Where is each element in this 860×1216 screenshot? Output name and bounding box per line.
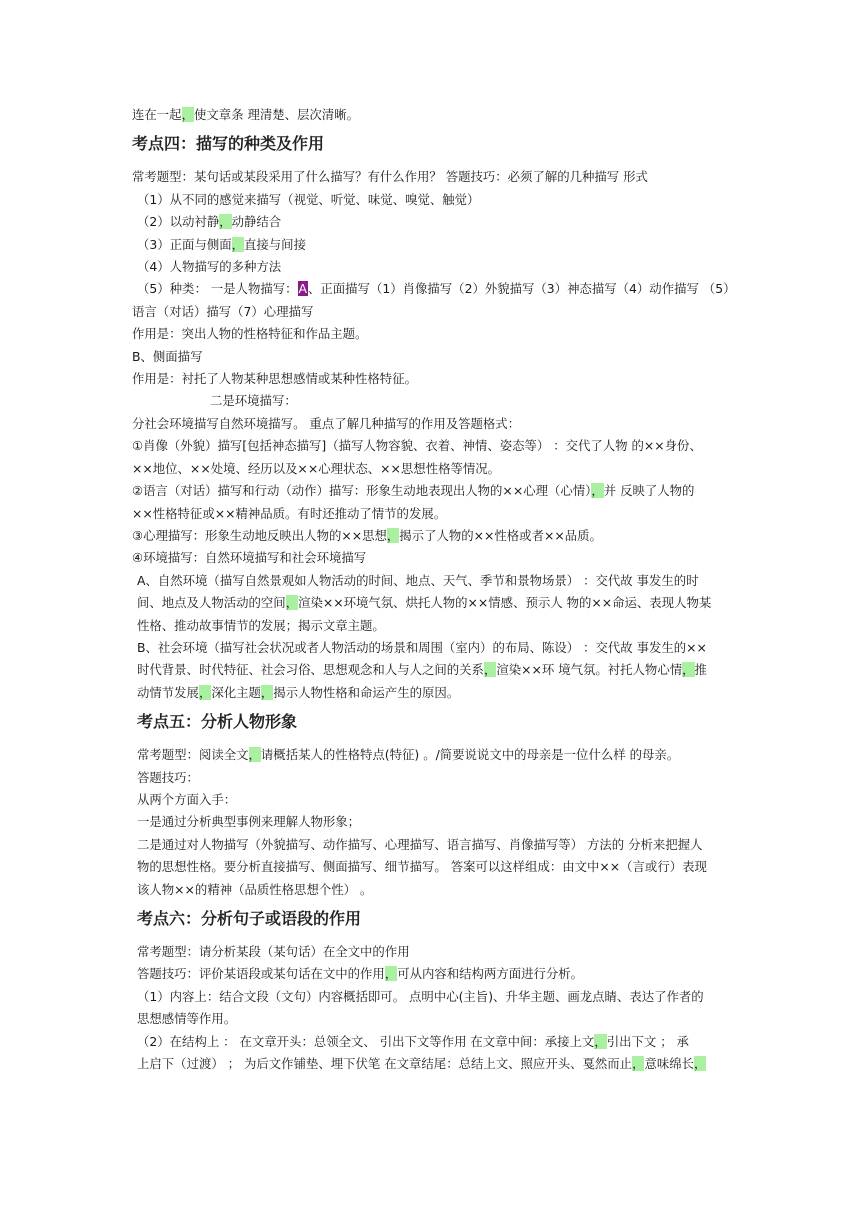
text-line: A、自然环境（描写自然景观如人物活动的时间、地点、天气、季节和景物场景） ：交代故 事发生的时: [137, 572, 699, 588]
section-heading-5: 考点五：分析人物形象: [137, 712, 298, 732]
highlight-mark-purple: A: [298, 281, 307, 297]
text-line: B、侧面描写: [132, 348, 203, 364]
text-line: （1）从不同的感觉来描写（视觉、听觉、味觉、嗅觉、触觉）: [137, 191, 480, 207]
text-line: 常考题型：某句话或某段采用了什么描写？有什么作用？ 答题技巧：必须了解的几种描写 形式: [132, 169, 648, 185]
text-line: （3）正面与侧面，直接与间接: [137, 236, 306, 252]
highlight-mark: ，: [181, 107, 194, 122]
text-line: 二是环境描写：: [210, 393, 297, 409]
highlight-mark: ，: [682, 662, 695, 678]
section-heading-4: 考点四：描写的种类及作用: [132, 134, 325, 154]
text-line: ①肖像（外貌）描写[包括神态描写]（描写人物容貌、衣着、神情、姿态等） ：交代了人物 的××身份、: [132, 438, 702, 454]
highlight-mark: ，: [219, 214, 232, 230]
highlight-mark: ，: [260, 684, 274, 700]
text-line: 该人物××的精神（品质性格思想个性） 。: [137, 881, 373, 897]
text-line: （4）人物描写的多种方法: [137, 259, 282, 275]
text-line: 答题技巧：评价某语段或某句话在文中的作用，可从内容和结构两方面进行分析。: [137, 966, 584, 982]
highlight-mark: ，: [591, 483, 604, 499]
text-line: 性格、推动故事情节的发展；揭示文章主题。: [137, 617, 385, 633]
text-line: 思想感情等作用。: [137, 1011, 237, 1027]
text-line: ②语言（对话）描写和行动（动作）描写：形象生动地表现出人物的××心理（心情），并 反映了人物的: [132, 483, 695, 499]
text-line: ④环境描写：自然环境描写和社会环境描写: [132, 550, 367, 566]
text-line: 一是通过分析典型事例来理解人物形象；: [137, 814, 361, 830]
text-line: 从两个方面入手：: [137, 791, 237, 807]
highlight-mark: ，: [594, 1033, 607, 1049]
section-heading-6: 考点六：分析句子或语段的作用: [137, 909, 362, 928]
text-line: （5）种类： 一是人物描写：A、正面描写（1）肖像描写（2）外貌描写（3）神态描写（4）动作描写 （5）: [137, 281, 736, 297]
text-line: ××性格特征或××精神品质。有时还推动了情节的发展。: [132, 505, 447, 521]
highlight-mark: ，: [386, 527, 400, 543]
highlight-mark: ，: [285, 595, 299, 611]
text-line: （1）内容上：结合文段（文句）内容概括即可。 点明中心(主旨)、升华主题、画龙点睛、表达了作者的: [137, 988, 704, 1004]
highlight-mark: ，: [483, 662, 497, 678]
highlight-mark: ，: [694, 1056, 707, 1072]
text-line: 二是通过对人物描写（外貌描写、动作描写、心理描写、语言描写、肖像描写等） 方法的 分析来把握人: [137, 836, 703, 852]
text-line: （2）在结构上 ： 在文章开头：总领全文、 引出下文等作用 在文章中间：承接上文，引出下文 ； 承: [137, 1033, 689, 1049]
highlight-mark: ，: [248, 747, 261, 763]
text-line: 上启下（过渡） ； 为后文作铺垫、埋下伏笔 在文章结尾：总结上文、照应开头、戛然而止，意味绵长，: [137, 1056, 707, 1072]
highlight-mark: ，: [231, 236, 245, 252]
text-line: 作用是：衬托了人物某种思想感情或某种性格特征。: [132, 371, 417, 387]
text-line: ③心理描写：形象生动地反映出人物的××思想，揭示了人物的××性格或者××品质。: [132, 527, 602, 543]
text-line: 分社会环境描写自然环境描写。 重点了解几种描写的作用及答题格式：: [132, 415, 521, 431]
text-line: 动情节发展，深化主题，揭示人物性格和命运产生的原因。: [137, 684, 460, 700]
text-line: 物的思想性格。要分析直接描写、侧面描写、细节描写。 答案可以这样组成：由文中××（言或行）表现: [137, 859, 707, 875]
highlight-mark: ，: [632, 1056, 645, 1072]
text-line: 常考题型：请分析某段（某句话）在全文中的作用: [137, 944, 410, 959]
text-line: 答题技巧：: [137, 769, 199, 785]
text-line: 间、地点及人物活动的空间，渲染××环境气氛、烘托人物的××情感、预示人 物的××命运、表现人物某: [137, 595, 712, 611]
text-line: 作用是：突出人物的性格特征和作品主题。: [132, 326, 368, 342]
text-line: 时代背景、时代特征、社会习俗、思想观念和人与人之间的关系，渲染××环 境气氛。衬托人物心情，推: [137, 662, 707, 678]
highlight-mark: ，: [198, 684, 212, 700]
document-body: [132, 104, 736, 1075]
text-line: B、社会环境（描写社会状况或者人物活动的场景和周围（室内）的布局、陈设） ：交代故 事发生的××: [137, 639, 707, 655]
text-line: （2）以动衬静，动静结合: [137, 214, 282, 230]
text-line: 连在一起，使文章条 理清楚、层次清晰。: [132, 107, 359, 122]
text-line: 语言（对话）描写（7）心理描写: [132, 303, 314, 319]
highlight-mark: ，: [384, 966, 398, 982]
text-line: ××地位、××处境、经历以及××心理状态、××思想性格等情况。: [132, 460, 501, 476]
text-line: 常考题型：阅读全文，请概括某人的性格特点(特征) 。/简要说说文中的母亲是一位什么样 的母亲。: [137, 747, 680, 763]
